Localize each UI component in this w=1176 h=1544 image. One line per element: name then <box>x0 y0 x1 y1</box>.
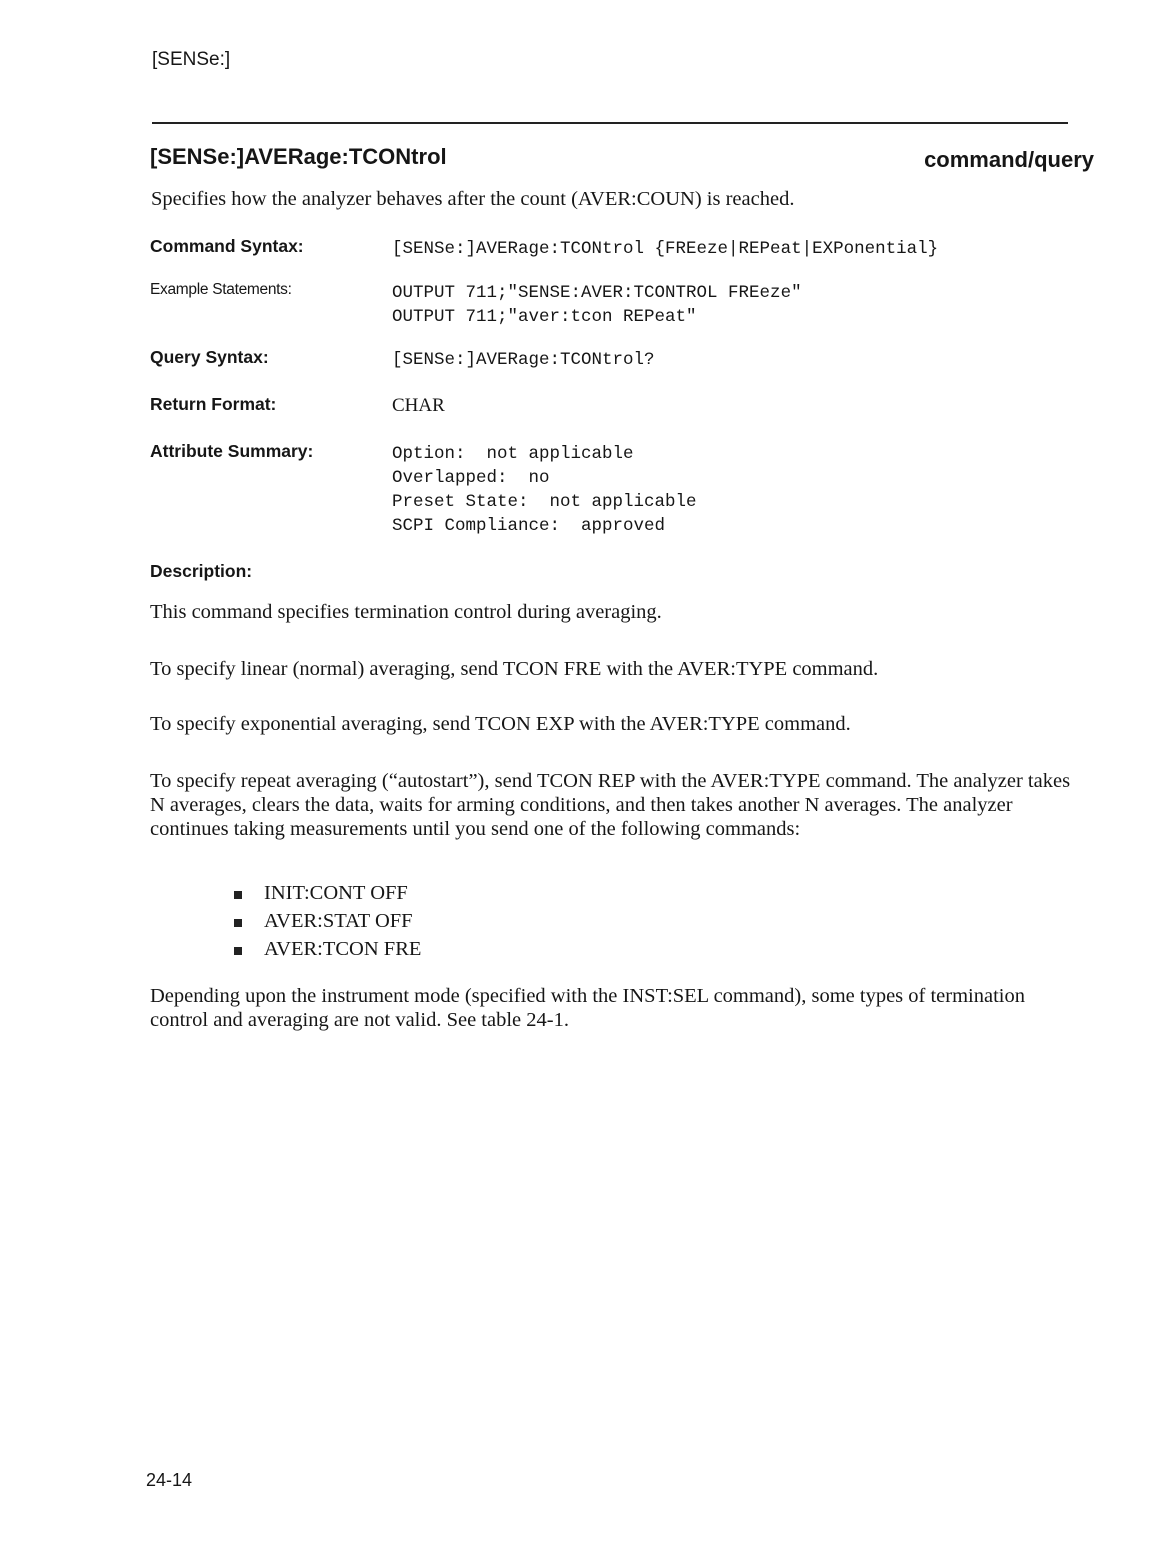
bullet-text: AVER:TCON FRE <box>264 938 422 960</box>
description-label: Description: <box>150 561 253 581</box>
command-syntax-label: Command Syntax: <box>150 236 304 256</box>
bullet-text: AVER:STAT OFF <box>264 910 413 932</box>
command-bullet-list <box>234 879 421 963</box>
running-head: [SENSe:] <box>152 49 231 70</box>
closing-paragraph: Depending upon the instrument mode (specified with the INST:SEL command), some types of termination control and averaging are not valid. See table 24-1. <box>150 985 1025 1031</box>
command-summary: Specifies how the analyzer behaves after the count (AVER:COUN) is reached. <box>151 188 795 210</box>
attribute-line: Overlapped: no <box>392 468 550 488</box>
description-paragraph: This command specifies termination control during averaging. <box>150 601 662 623</box>
attribute-line: SCPI Compliance: approved <box>392 516 666 536</box>
command-type: command/query <box>924 147 1094 172</box>
example-statements-label: Example Statements: <box>150 281 292 298</box>
attribute-summary-label: Attribute Summary: <box>150 441 314 461</box>
section-rule <box>152 122 1068 124</box>
query-syntax-value: [SENSe:]AVERage:TCONtrol? <box>392 350 655 370</box>
attribute-line: Preset State: not applicable <box>392 492 697 512</box>
command-syntax-value: [SENSe:]AVERage:TCONtrol {FREeze|REPeat|EXPonential} <box>392 239 939 259</box>
bullet-icon <box>234 947 242 955</box>
description-paragraph: To specify linear (normal) averaging, send TCON FRE with the AVER:TYPE command. <box>150 658 879 680</box>
return-format-value: CHAR <box>392 395 445 416</box>
description-paragraph: To specify exponential averaging, send TCON EXP with the AVER:TYPE command. <box>150 713 851 735</box>
list-item <box>234 935 421 963</box>
description-paragraph: To specify repeat averaging (“autostart”), send TCON REP with the AVER:TYPE command. The analyzer takes N averages, clears the data, waits for arming conditions, and then takes another N averages. The analyzer continues taking measurements until you send one of the following commands: <box>150 770 1071 840</box>
attribute-line: Option: not applicable <box>392 444 634 464</box>
example-line: OUTPUT 711;"SENSE:AVER:TCONTROL FREeze" <box>392 283 802 303</box>
return-format-label: Return Format: <box>150 394 277 414</box>
bullet-text: INIT:CONT OFF <box>264 882 408 904</box>
page-number: 24-14 <box>146 1470 193 1490</box>
bullet-icon <box>234 891 242 899</box>
query-syntax-label: Query Syntax: <box>150 347 269 367</box>
bullet-icon <box>234 919 242 927</box>
example-line: OUTPUT 711;"aver:tcon REPeat" <box>392 307 697 327</box>
command-title: [SENSe:]AVERage:TCONtrol <box>150 144 447 169</box>
list-item <box>234 879 421 907</box>
list-item <box>234 907 421 935</box>
